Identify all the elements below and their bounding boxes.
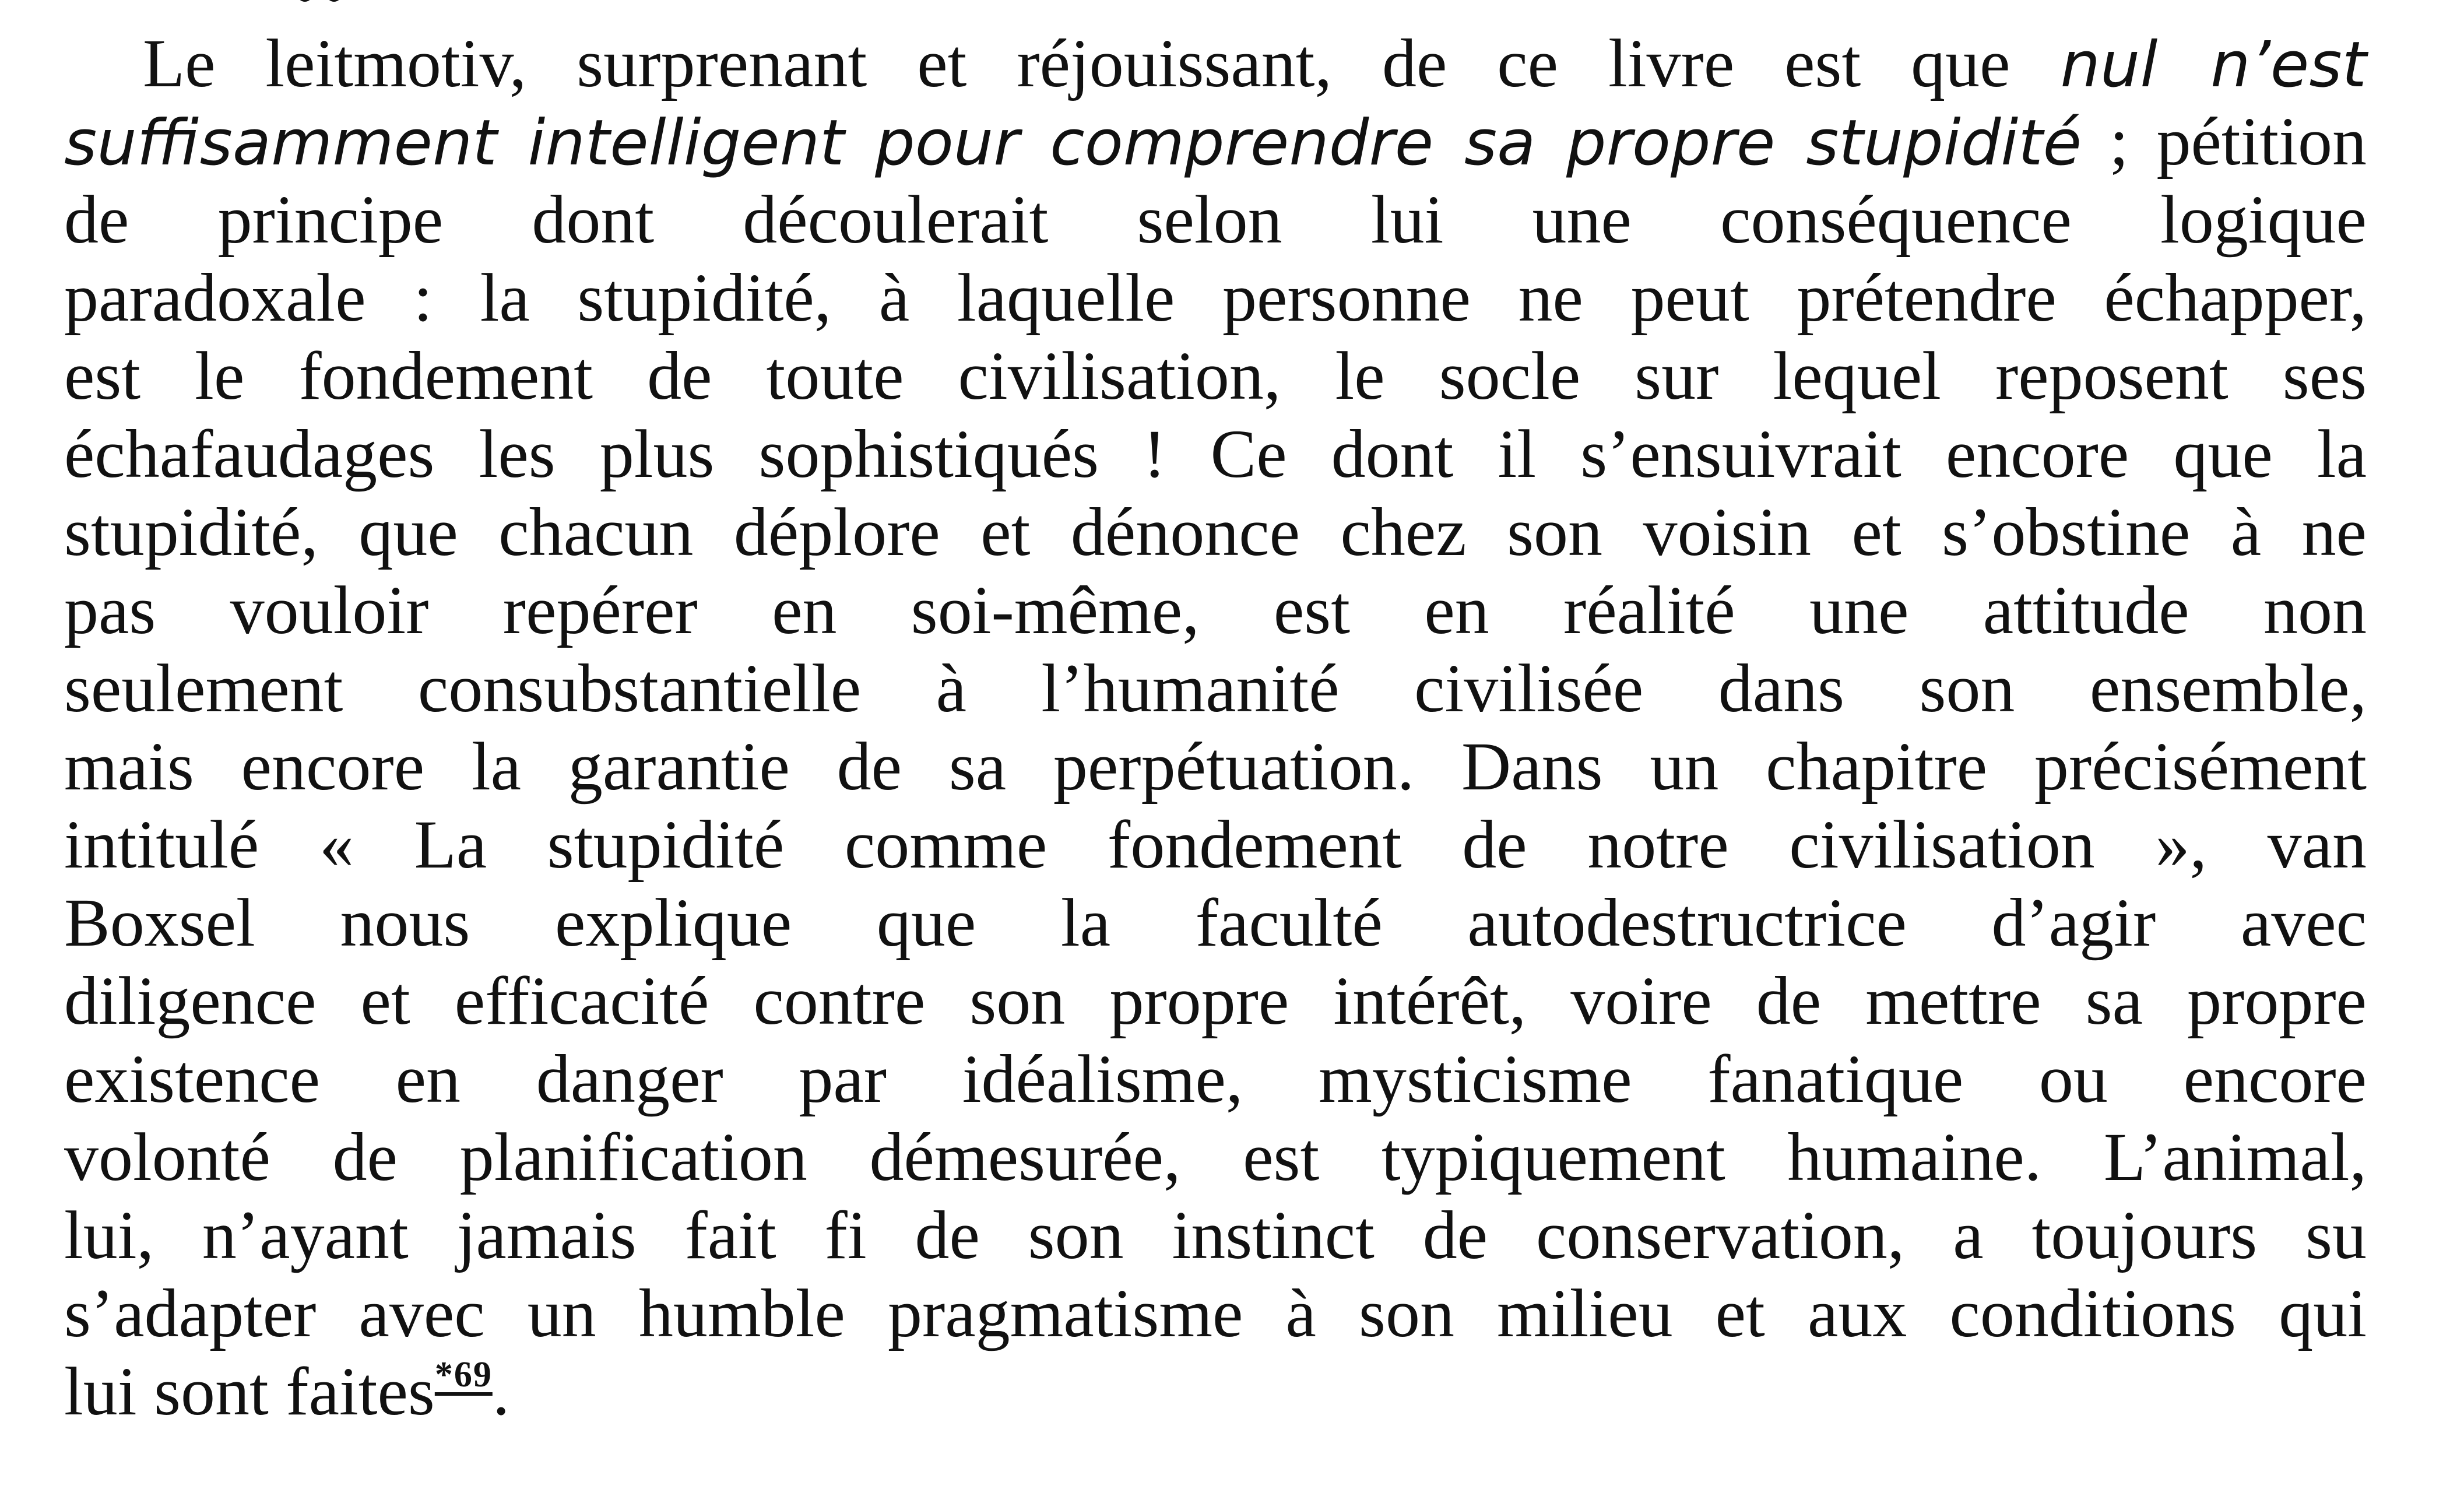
cropped-previous-line bbox=[291, 0, 361, 6]
paragraph-line bbox=[64, 1274, 2367, 1353]
line-text: existence en danger par idéalisme, mysticisme fanatique ou encore bbox=[64, 1041, 2367, 1117]
body-paragraph bbox=[64, 24, 2367, 1431]
paragraph-line bbox=[64, 103, 2367, 181]
line-text: Le leitmotiv, surprenant et réjouissant, de ce livre est que bbox=[143, 25, 2061, 101]
paragraph-line bbox=[64, 1196, 2367, 1274]
footnote-reference-link[interactable]: *69 bbox=[434, 1355, 493, 1395]
paragraph-line bbox=[64, 24, 2367, 103]
paragraph-line bbox=[64, 649, 2367, 728]
paragraph-line bbox=[64, 884, 2367, 962]
line-text: est le fondement de toute civilisation, le socle sur lequel reposent ses bbox=[64, 338, 2367, 414]
paragraph-last-line bbox=[64, 1353, 2367, 1431]
line-text: volonté de planification démesurée, est typiquement humaine. L’animal, bbox=[64, 1119, 2367, 1195]
line-text: mais encore la garantie de sa perpétuation. Dans un chapitre précisément bbox=[64, 728, 2367, 805]
line-text: Boxsel nous explique que la faculté autodestructrice d’agir avec bbox=[64, 884, 2367, 961]
line-text: intitulé « La stupidité comme fondement de notre civilisation », van bbox=[64, 806, 2367, 883]
line-text: lui, n’ayant jamais fait fi de son instinct de conservation, a toujours su bbox=[64, 1197, 2367, 1273]
emphasis-text: nul n’est bbox=[2060, 29, 2367, 101]
paragraph-line bbox=[64, 259, 2367, 337]
paragraph-line bbox=[64, 415, 2367, 493]
line-text: paradoxale : la stupidité, à laquelle personne ne peut prétendre échapper, bbox=[64, 259, 2367, 336]
line-text: échafaudages les plus sophistiqués ! Ce dont il s’ensuivrait encore que la bbox=[64, 416, 2367, 492]
paragraph-line bbox=[64, 337, 2367, 415]
line-text: de principe dont découlerait selon lui une conséquence logique bbox=[64, 181, 2367, 258]
line-text: s’adapter avec un humble pragmatisme à son milieu et aux conditions qui bbox=[64, 1275, 2367, 1351]
paragraph-line bbox=[64, 493, 2367, 571]
emphasis-text: suffisamment intelligent pour comprendre sa propre stupidité bbox=[64, 107, 2082, 180]
paragraph-line bbox=[64, 1040, 2367, 1118]
paragraph-line bbox=[64, 728, 2367, 806]
paragraph-line bbox=[64, 181, 2367, 259]
paragraph-line bbox=[64, 571, 2367, 649]
line-text: diligence et efficacité contre son propre intérêt, voire de mettre sa propre bbox=[64, 963, 2367, 1039]
line-text: pas vouloir repérer en soi-même, est en réalité une attitude non bbox=[64, 572, 2367, 648]
paragraph-line bbox=[64, 962, 2367, 1040]
paragraph-line bbox=[64, 1118, 2367, 1196]
line-text: stupidité, que chacun déplore et dénonce chez son voisin et s’obstine à ne bbox=[64, 494, 2367, 570]
line-text: ; pétition bbox=[2082, 103, 2367, 180]
line-text: . bbox=[492, 1353, 510, 1430]
line-text: seulement consubstantielle à l’humanité civilisée dans son ensemble, bbox=[64, 650, 2367, 726]
paragraph-line bbox=[64, 806, 2367, 884]
line-text: lui sont faites bbox=[64, 1353, 435, 1430]
